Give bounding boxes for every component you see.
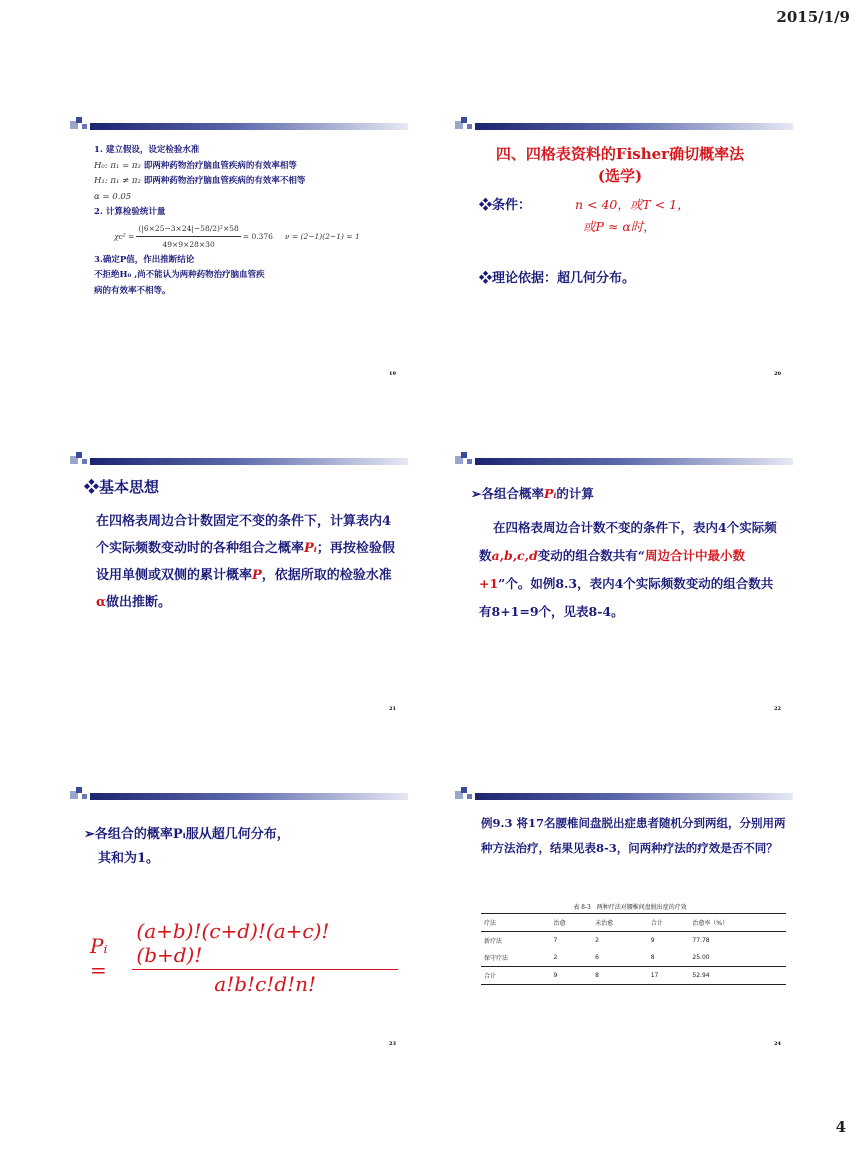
table-cell: 77.78 — [692, 937, 710, 944]
table-header-cell: 合计 — [650, 920, 663, 927]
step-3: 3.确定P值，作出推断结论 — [94, 254, 195, 265]
table-cell: 25.00 — [692, 954, 710, 961]
table-cell: 新疗法 — [484, 938, 503, 945]
table-row — [481, 967, 786, 985]
table-cell: 52.94 — [692, 972, 710, 979]
slide-number: 24 — [774, 1041, 781, 1047]
table-header-cell: 疗法 — [484, 920, 497, 927]
table-header-cell: 治愈率（%） — [692, 920, 729, 927]
slide-22 — [455, 450, 785, 720]
chi-square-formula: χc² = $\frac{\text{(|6×25−3×24|−58/2)²×58}}{49\times 9\times 28\times 30}$ = 0.376 ν = (2−1)(2−1) = 1 — [114, 221, 360, 253]
slide-number: 23 — [389, 1041, 396, 1047]
condition-label: ❖条件： — [479, 198, 532, 213]
slide-number: 22 — [774, 706, 781, 712]
slide-header-decoration — [70, 450, 410, 468]
table-cell: 8 — [595, 972, 599, 979]
table-cell: 8 — [650, 954, 655, 961]
slide-title: 四、四格表资料的Fisher确切概率法 (选学) — [495, 145, 745, 185]
hypothesis-h1: H₁: π₁ ≠ π₂ 即两种药物治疗脑血管疾病的有效率不相等 — [94, 176, 306, 186]
header-date: 2015/1/9 — [776, 8, 850, 26]
slide-heading: ➢各组合概率Pᵢ的计算 — [471, 486, 594, 501]
table-cell: 合计 — [484, 973, 497, 980]
hypergeometric-formula: Pᵢ = $\frac{(a+b)!(c+d)!(a+c)!(b+d)!}{a!b!c!d!n!}$ — [90, 919, 400, 996]
table-header-cell: 治愈 — [553, 920, 566, 927]
table-header-row — [481, 914, 786, 932]
table-cell: 9 — [553, 972, 558, 979]
table-cell: 保守疗法 — [484, 955, 509, 962]
slide-19 — [70, 115, 400, 385]
slide-21 — [70, 450, 400, 720]
slide-heading: ➢各组合的概率Pᵢ服从超几何分布， 其和为1。 — [84, 827, 290, 866]
slide-heading: ❖基本思想 — [84, 478, 160, 496]
slide-number: 20 — [774, 371, 781, 377]
slide-header-decoration — [70, 785, 410, 803]
conclusion-line-2: 病的有效率不相等。 — [94, 285, 171, 296]
slide-header-decoration — [70, 115, 410, 133]
slide-20 — [455, 115, 785, 385]
table-cell: 7 — [553, 937, 558, 944]
slide-24 — [455, 785, 785, 1055]
slide-header-decoration — [455, 115, 795, 133]
slide-number: 19 — [389, 371, 396, 377]
table-cell: 17 — [650, 972, 659, 979]
table-cell: 2 — [595, 937, 599, 944]
condition-values: n < 40，或T < 1， 或P ≈ α时， — [575, 197, 690, 234]
table-caption: 表 8-3 两种疗法对腰椎间盘脱出症的疗效 — [573, 904, 687, 911]
slide-number: 21 — [389, 706, 396, 712]
table-cell: 2 — [553, 954, 558, 961]
hypothesis-h0: H₀: π₁ = π₂ 即两种药物治疗脑血管疾病的有效率相等 — [94, 160, 297, 171]
page-number: 4 — [835, 1118, 846, 1136]
slide-header-decoration — [455, 450, 795, 468]
table-cell: 9 — [650, 937, 655, 944]
example-text: 例9.3 将17名腰椎间盘脱出症患者随机分到两组，分别用两种方法治疗，结果见表8-3，问两种疗法的疗效是否不同？ — [481, 816, 786, 855]
table-row — [481, 949, 786, 967]
conclusion-line-1: 不拒绝H₀ ,尚不能认为两种药物治疗脑血管疾 — [94, 270, 265, 280]
slide-header-decoration — [455, 785, 795, 803]
step-2: 2. 计算检验统计量 — [94, 207, 166, 217]
combination-text: 在四格表周边合计数不变的条件下，表内4个实际频数a,b,c,d变动的组合数共有“周边合计中最小数+1”个。如例8.3，表内4个实际频数变动的组合数共有8+1=9个，见表8-4。 — [479, 520, 777, 619]
basic-idea-text: 在四格表周边合计数固定不变的条件下，计算表内4个实际频数变动时的各种组合之概率Pᵢ；再按检验假设用单侧或双侧的累计概率P，依据所取的检验水准α做出推断。 — [96, 514, 395, 610]
slide-23 — [70, 785, 400, 1055]
table-row — [481, 932, 786, 950]
results-table — [481, 913, 786, 985]
table-header-cell: 未治愈 — [595, 920, 614, 927]
step-1: 1. 建立假设，设定检验水准 — [94, 145, 200, 155]
alpha-level: α = 0.05 — [94, 191, 132, 202]
table-cell: 6 — [595, 954, 599, 961]
theory-basis: ❖理论依据：超几何分布。 — [479, 271, 636, 286]
